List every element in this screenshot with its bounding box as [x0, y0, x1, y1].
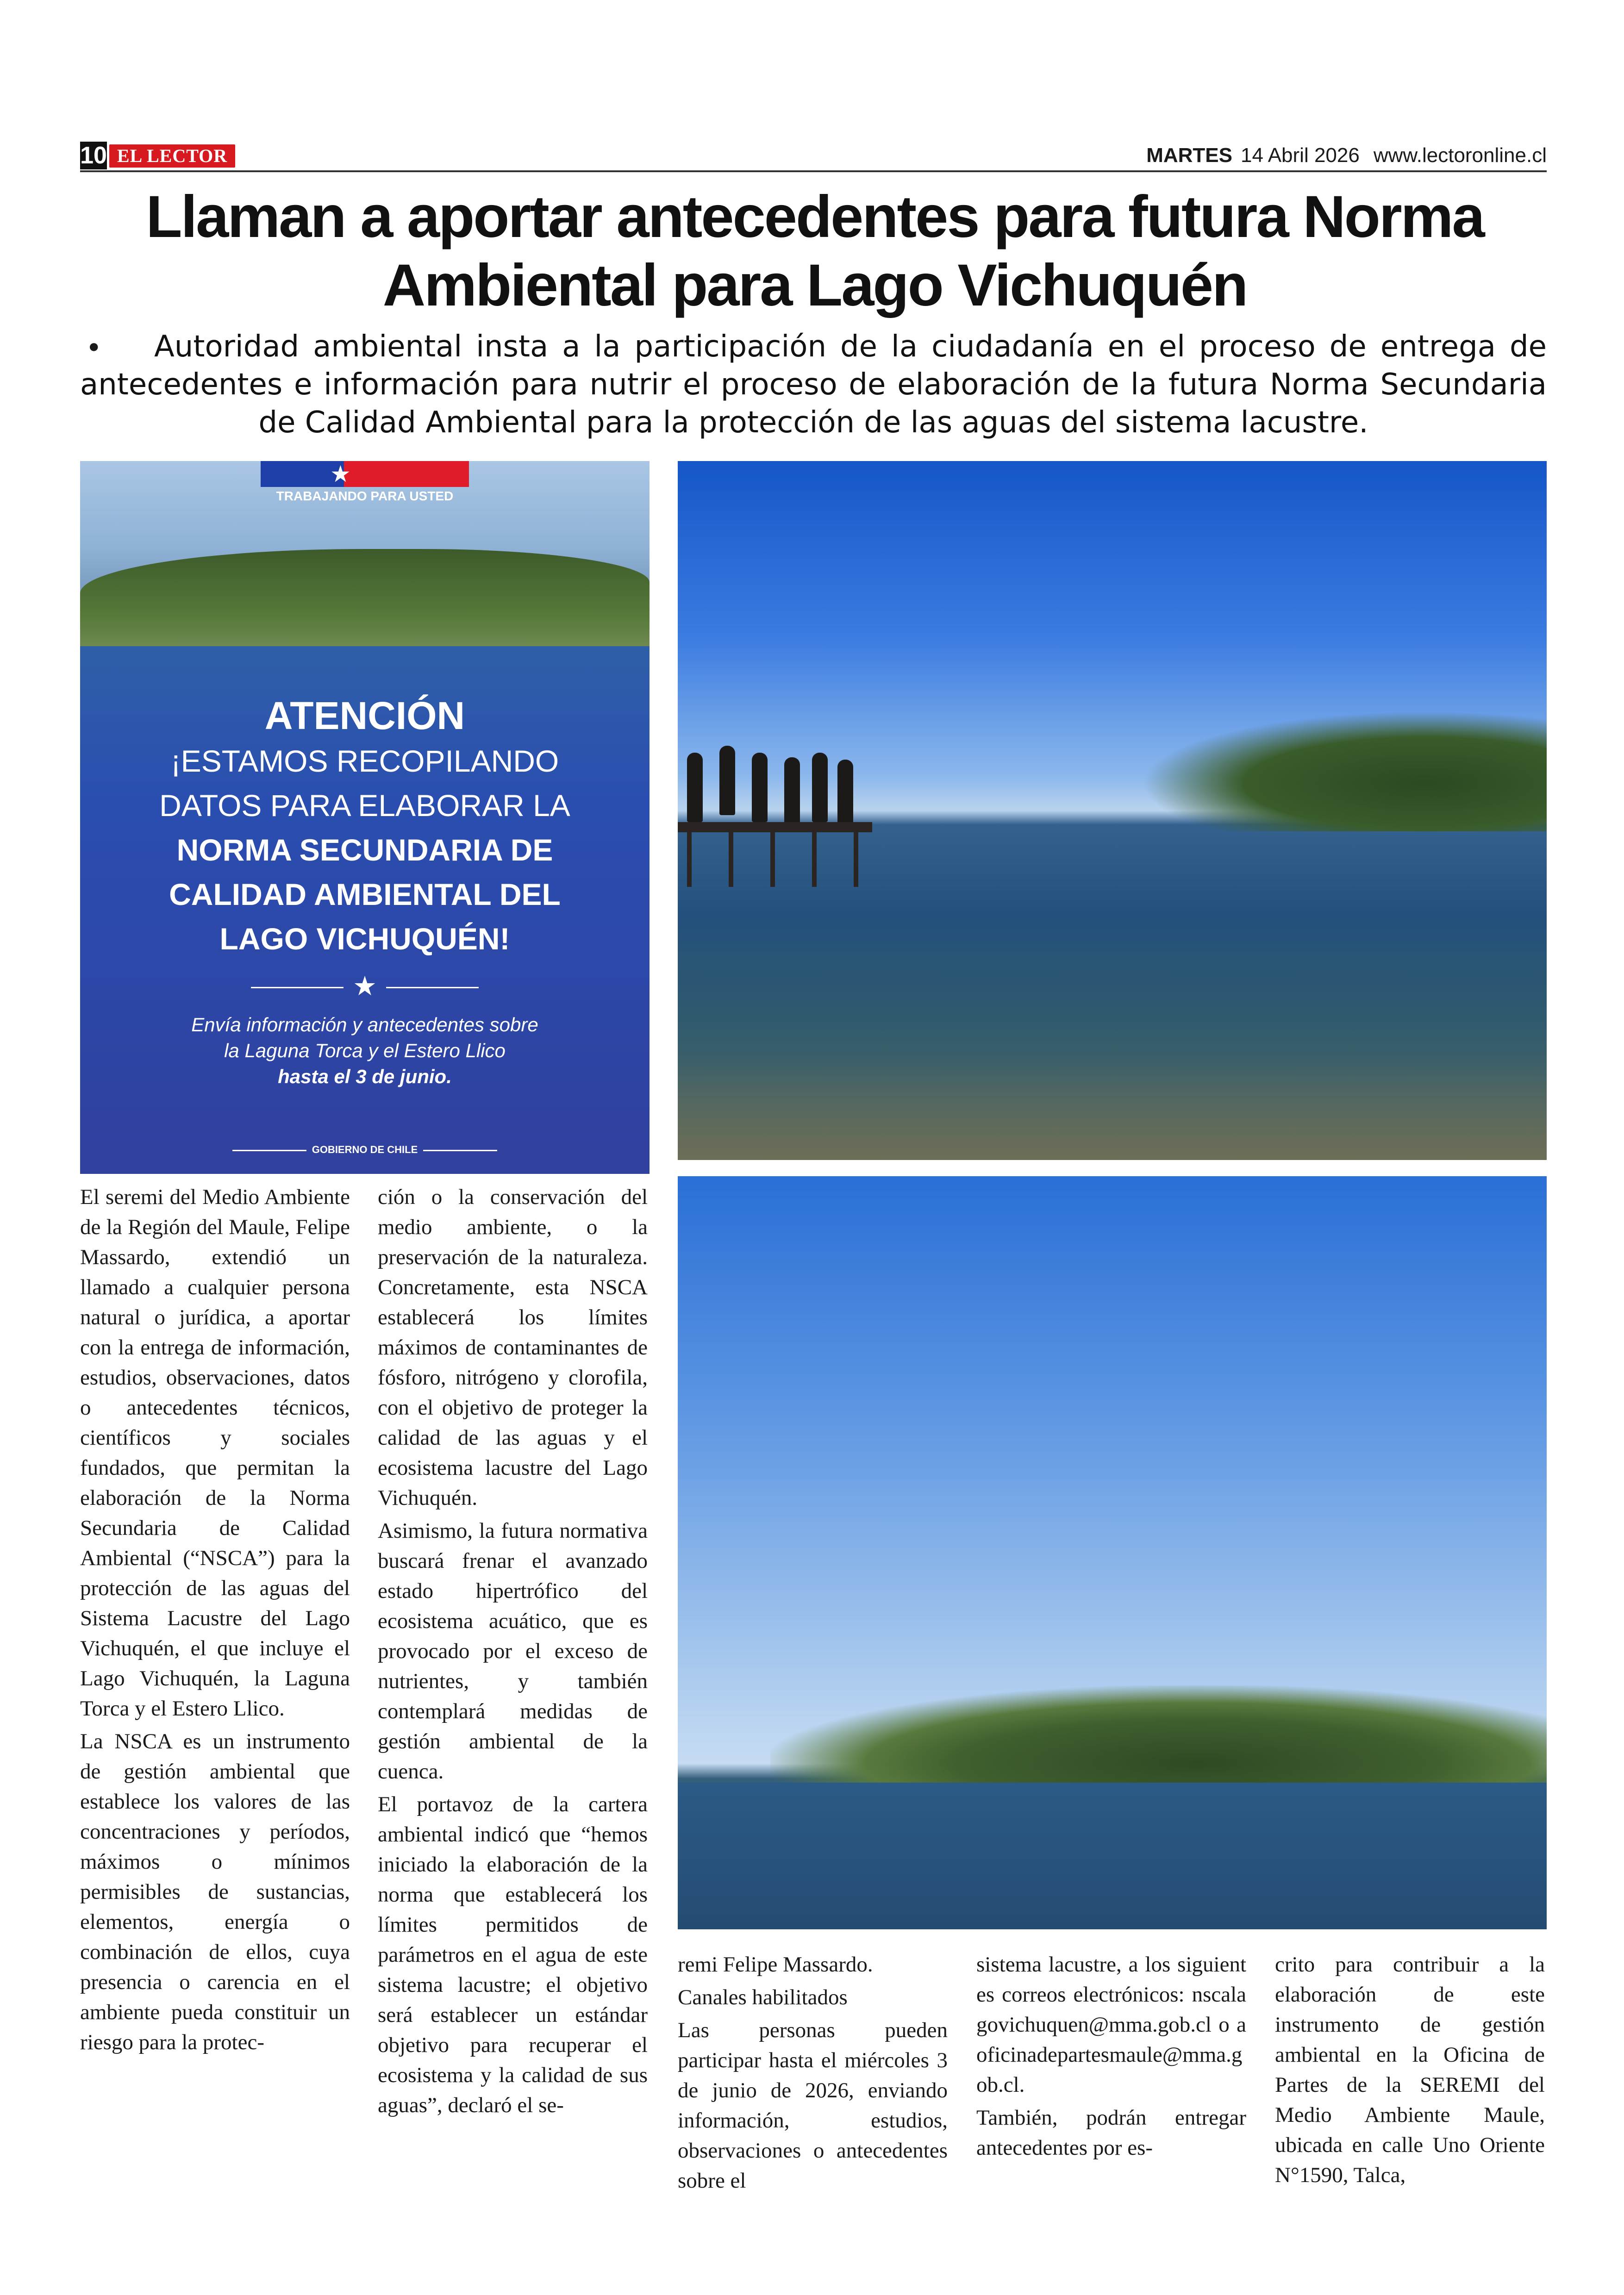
- poster-note-2: la Laguna Torca y el Estero Llico: [224, 1040, 506, 1061]
- paragraph: El seremi del Medio Ambiente de la Región del Maule, Felipe Massardo, extendió un llamado a cualquier persona natural o jurídica, a aportar con la entrega de información, estudios, observaciones, datos o antecedentes técnicos, científicos y sociales fundados, que permitan la elaboración de la Norma Secundaria de Calidad Ambiental (“NSCA”) para la protección de las aguas del Sistema Lacustre del Lago Vichuquén, el que incluye el Lago Vichuquén, la Laguna Torca y el Estero Llico.: [80, 1185, 350, 1721]
- lake-pier-photo: [678, 461, 1547, 1160]
- date-label: 14 Abril 2026: [1240, 144, 1360, 167]
- star-icon: ★: [330, 461, 351, 487]
- dateline: [1146, 142, 1547, 169]
- poster-footer: GOBIERNO DE CHILE: [80, 1144, 650, 1156]
- body-column-5: [1275, 1950, 1545, 2193]
- poster-tagline: TRABAJANDO PARA USTED: [276, 489, 454, 503]
- body-column-3: [678, 1950, 948, 2199]
- lead-paragraph: Autoridad ambiental insta a la participación de la ciudadanía en el proceso de entrega de antecedentes e información para nutrir el proceso de elaboración de la futura Norma Secundaria de Calidad Ambiental para la protección de las aguas del sistema lacustre.: [80, 330, 1547, 440]
- website-label: www.lectoronline.cl: [1373, 144, 1547, 167]
- body-column-4: [976, 1950, 1246, 2166]
- paragraph: Asimismo, la futura normativa buscará frenar el avanzado estado hipertrófico del ecosistema acuático, que es provocado por el exceso de nutrientes, y también contemplará medidas de gestión ambiental de la cuenca.: [378, 1519, 648, 1784]
- poster-line-2: DATOS PARA ELABORAR LA: [159, 788, 570, 823]
- paragraph: crito para contribuir a la elaboración de este instrumento de gestión ambiental en la Oficina de Partes de la SEREMI del Medio Ambiente Maule, ubicada en calle Uno Oriente N°1590, Talca,: [1275, 1952, 1545, 2187]
- section-subheading: Canales habilitados: [678, 1985, 848, 2009]
- paragraph: El portavoz de la cartera ambiental indicó que “hemos iniciado la elaboración de la norma que establecerá los límites permitidos de parámetros en el agua de este sistema lacustre; el objetivo será establecer un estándar objetivo para recuperar el ecosistema y la calidad de sus aguas”, declaró el se-: [378, 1792, 648, 2117]
- body-column-1: [80, 1182, 350, 2060]
- header-rule: [80, 170, 1547, 172]
- paragraph: sistema lacustre, a los siguientes correos electrónicos: nscalagovichuquen@mma.gob.cl o a oficinadepartesmaule@mma.gob.cl.: [976, 1952, 1246, 2097]
- pier: [678, 822, 872, 832]
- paragraph: La NSCA es un instrumento de gestión ambiental que establece los valores de las concentraciones y períodos, máximos o mínimos permisibles de sustancias, elementos, energía o combinación de ellos, cuya presencia o carencia en el ambiente pueda constituir un riesgo para la protec-: [80, 1729, 350, 2054]
- poster-star-icon: ★: [80, 970, 650, 1002]
- poster-hills: [80, 549, 650, 660]
- paragraph: ción o la conservación del medio ambiente, o la preservación de la naturaleza. Concretamente, esta NSCA establecerá los límites máximos de contaminantes de fósforo, nitrógeno y clorofila, con el objetivo de proteger la calidad de las aguas y el ecosistema lacustre del Lago Vichuquén.: [378, 1185, 648, 1510]
- poster-line-4: CALIDAD AMBIENTAL DEL: [169, 877, 561, 911]
- poster-title: ATENCIÓN: [264, 694, 465, 737]
- day-label: MARTES: [1146, 144, 1232, 167]
- government-flag-bar: [261, 461, 469, 503]
- poster-line-3: NORMA SECUNDARIA DE: [176, 833, 553, 867]
- newspaper-logo: EL LECTOR: [109, 144, 235, 168]
- page-number: 10: [80, 142, 107, 169]
- headline: [102, 183, 1528, 320]
- headline-line-1: Llaman a aportar antecedentes para futura Norma: [146, 184, 1484, 250]
- poster-line-5: LAGO VICHUQUÉN!: [219, 922, 510, 956]
- poster-note-3: hasta el 3 de junio.: [278, 1066, 452, 1087]
- bullet-icon: •: [86, 332, 102, 364]
- poster-line-1: ¡ESTAMOS RECOPILANDO: [170, 744, 559, 778]
- lake-island-photo: [678, 1176, 1547, 1929]
- headline-line-2: Ambiental para Lago Vichuquén: [382, 252, 1247, 318]
- paragraph: Las personas pueden participar hasta el miércoles 3 de junio de 2026, enviando información, estudios, observaciones o antecedentes sobre el: [678, 2018, 948, 2193]
- poster-note-1: Envía información y antecedentes sobre: [191, 1014, 538, 1035]
- campaign-poster: [80, 461, 650, 1174]
- paragraph: También, podrán entregar antecedentes por es-: [976, 2106, 1246, 2160]
- paragraph: remi Felipe Massardo.: [678, 1952, 873, 1977]
- body-column-2: [378, 1182, 648, 2123]
